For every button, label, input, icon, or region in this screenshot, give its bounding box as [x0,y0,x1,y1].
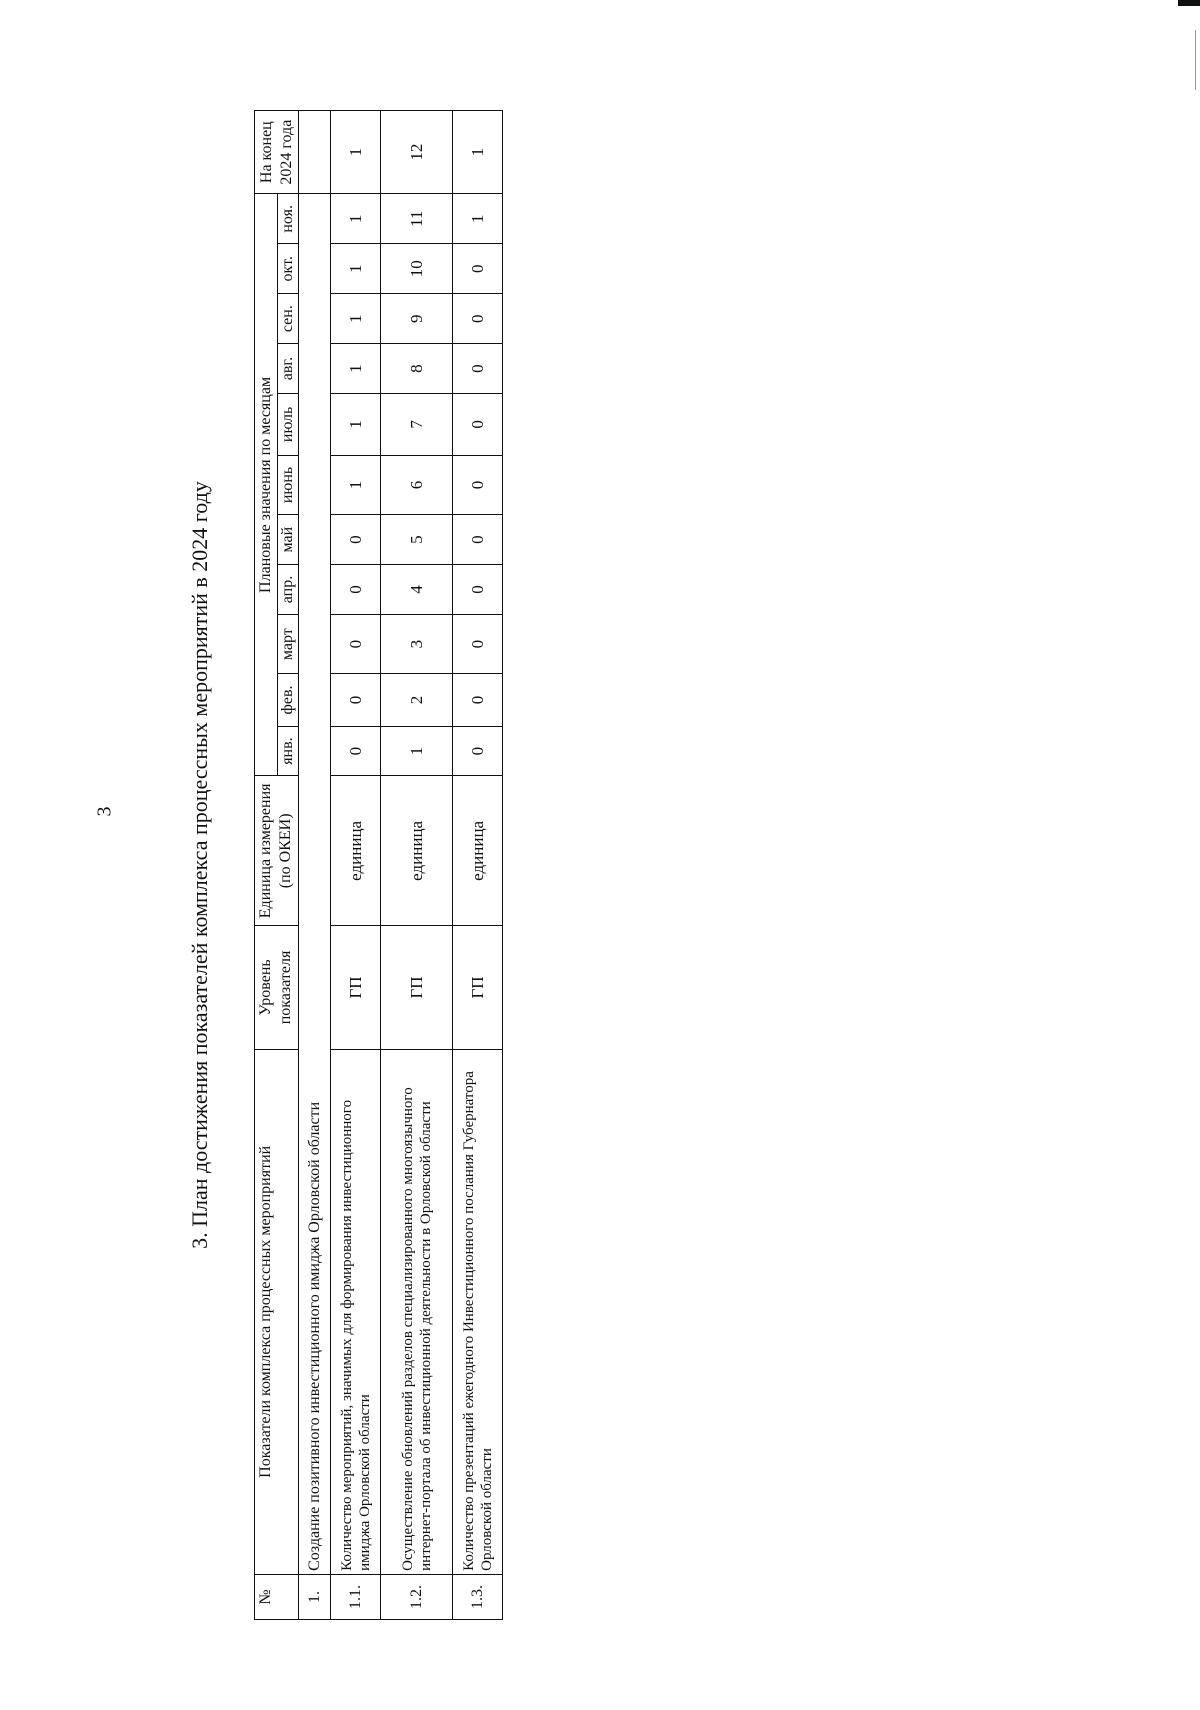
row-month-value: 1 [331,244,381,294]
row-month-value: 4 [381,565,453,615]
row-month-value: 1 [331,194,381,244]
header-row-top [255,111,278,1620]
row-month-value: 0 [453,565,503,615]
row-month-value: 1 [331,455,381,514]
header-month: апр. [278,565,299,615]
header-planned: Плановые значения по месяцам [255,194,278,776]
row-month-value: 1 [331,394,381,456]
row-level: ГП [381,926,453,1050]
row-month-value: 8 [381,344,453,394]
table-row [381,111,453,1620]
header-month: окт. [278,244,299,294]
row-indicator-name: Количество мероприятий, значимых для формирования инвестиционного имиджа Орловской области [331,1049,381,1574]
row-level: ГП [331,926,381,1050]
row-indicator-name: Осуществление обновлений разделов специализированного многоязычного интернет-портала об инвестиционной деятельности в Орловской области [381,1049,453,1574]
row-month-value: 0 [453,294,503,344]
section-number: 1. [299,1574,331,1619]
rotated-page-content [180,70,520,1660]
row-month-value: 9 [381,294,453,344]
table-row [331,111,381,1620]
scan-edge-line [1195,30,1196,90]
header-level: Уровень показателя [255,926,299,1050]
row-month-value: 1 [331,344,381,394]
header-unit: Единица измерения (по ОКЕИ) [255,776,299,926]
page-number: 3 [93,806,116,817]
header-month: авг. [278,344,299,394]
header-no: № [255,1574,299,1619]
header-month: март [278,614,299,673]
row-month-value: 0 [331,674,381,726]
header-month: июнь [278,455,299,514]
row-month-value: 1 [331,294,381,344]
row-month-value: 0 [331,726,381,776]
header-month: янв. [278,726,299,776]
row-month-value: 0 [453,394,503,456]
row-level: ГП [453,926,503,1050]
row-month-value: 6 [381,455,453,514]
header-indicator: Показатели комплекса процессных мероприятий [255,1049,299,1574]
row-month-value: 0 [453,614,503,673]
row-number: 1.1. [331,1574,381,1619]
row-month-value: 7 [381,394,453,456]
row-month-value: 0 [331,565,381,615]
row-indicator-name: Количество презентаций ежегодного Инвестиционного послания Губернатора Орловской области [453,1049,503,1574]
header-month: сен. [278,294,299,344]
header-month: июль [278,394,299,456]
row-month-value: 3 [381,614,453,673]
row-unit: единица [453,776,503,926]
header-end-of-year: На конец 2024 года [255,111,299,194]
section-empty-cell [299,111,331,194]
header-month: май [278,515,299,565]
header-month: фев. [278,674,299,726]
row-month-value: 5 [381,515,453,565]
row-month-value: 0 [453,455,503,514]
row-end-value: 1 [453,111,503,194]
row-unit: единица [331,776,381,926]
row-number: 1.3. [453,1574,503,1619]
row-month-value: 10 [381,244,453,294]
plan-table [254,110,503,1620]
row-month-value: 0 [331,515,381,565]
document-title: 3. План достижения показателей комплекса процессных мероприятий в 2024 году [187,481,212,1249]
row-month-value: 1 [381,726,453,776]
row-end-value: 12 [381,111,453,194]
row-unit: единица [381,776,453,926]
row-month-value: 0 [453,344,503,394]
table-row [453,111,503,1620]
row-month-value: 1 [453,194,503,244]
row-month-value: 0 [453,515,503,565]
row-month-value: 0 [453,244,503,294]
section-row [299,111,331,1620]
header-month: ноя. [278,194,299,244]
row-month-value: 0 [331,614,381,673]
scan-corner-mark [1178,0,1200,6]
row-number: 1.2. [381,1574,453,1619]
row-month-value: 2 [381,674,453,726]
row-month-value: 0 [453,674,503,726]
row-month-value: 11 [381,194,453,244]
row-month-value: 0 [453,726,503,776]
section-title: Создание позитивного инвестиционного имиджа Орловской области [299,194,331,1575]
row-end-value: 1 [331,111,381,194]
